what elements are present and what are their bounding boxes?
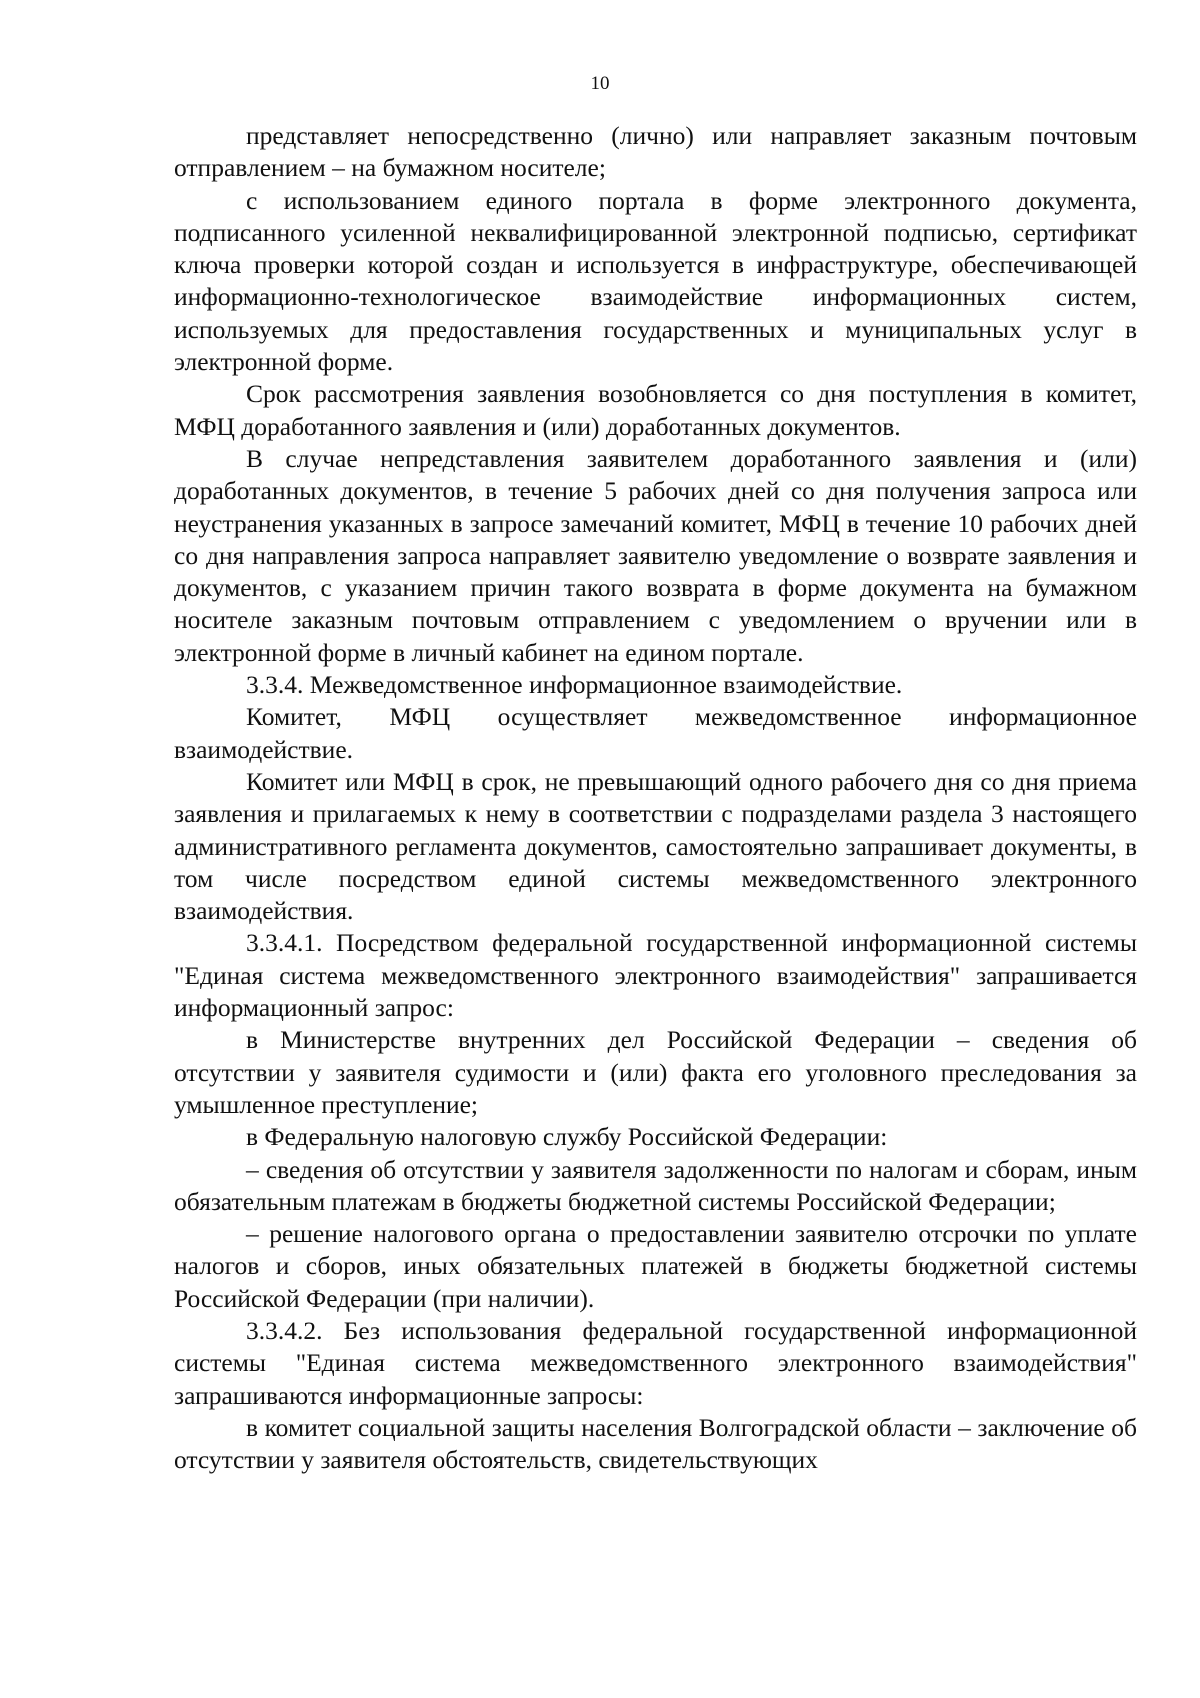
paragraph-submission-paper: представляет непосредственно (лично) или направляет заказным почтовым отправлением – на бумажном носителе;: [174, 121, 1137, 183]
paragraph-submission-portal: с использованием единого портала в форме электронного документа, подписанного усиленной неквалифицированной электронной подписью, сертификат ключа проверки которой создан и используется в инфраструктуре, обеспечивающей информационно-технологическое взаимодействие информационных систем, используемых для предоставления государственных и муниципальных услуг в электронной форме.: [174, 185, 1137, 377]
paragraph-mvd-request: в Министерстве внутренних дел Российской Федерации – сведения об отсутствии у заявителя судимости и (или) факта его уголовного преследования за умышленное преступление;: [174, 1025, 1137, 1119]
paragraph-fns-request: в Федеральную налоговую службу Российской Федерации:: [246, 1122, 888, 1152]
paragraph-request-deadline: Комитет или МФЦ в срок, не превышающий одного рабочего дня со дня приема заявления и прилагаемых к нему в соответствии с подразделами раздела 3 настоящего административного регламента документов, самостоятельно запрашивает документы, в том числе посредством единой системы межведомственного электронного взаимодействия.: [174, 766, 1137, 926]
paragraph-social-protection-request: в комитет социальной защиты населения Волгоградской области – заключение об отсутствии у заявителя обстоятельств, свидетельствующих: [174, 1412, 1137, 1475]
document-body: [174, 120, 1137, 1476]
page-number: 10: [590, 73, 610, 94]
paragraph-interagency-interaction: Комитет, МФЦ осуществляет межведомственное информационное взаимодействие.: [174, 702, 1137, 764]
paragraph-review-resumed: Срок рассмотрения заявления возобновляется со дня поступления в комитет, МФЦ доработанного заявления и (или) доработанных документов.: [174, 379, 1137, 441]
paragraph-return-of-application: В случае непредставления заявителем доработанного заявления и (или) доработанных документов, в течение 5 рабочих дней со дня получения запроса или неустранения указанных в запросе замечаний комитет, МФЦ в течение 10 рабочих дней со дня направления запроса направляет заявителю уведомление о возврате заявления и документов, с указанием причин такого возврата в форме документа на бумажном носителе заказным почтовым отправлением с уведомлением о вручении или в электронной форме в личный кабинет на едином портале.: [174, 443, 1137, 667]
paragraph-tax-debt-info: – сведения об отсутствии у заявителя задолженности по налогам и сборам, иным обязательным платежам в бюджеты бюджетной системы Российской Федерации;: [174, 1154, 1137, 1216]
section-3-3-4-1: 3.3.4.1. Посредством федеральной государственной информационной системы "Единая система межведомственного электронного взаимодействия" запрашивается информационный запрос:: [174, 928, 1137, 1023]
section-3-3-4-2: 3.3.4.2. Без использования федеральной государственной информационной системы "Единая система межведомственного электронного взаимодействия" запрашиваются информационные запросы:: [174, 1315, 1137, 1410]
paragraph-tax-deferral-decision: – решение налогового органа о предоставлении заявителю отсрочки по уплате налогов и сборов, иных обязательных платежей в бюджеты бюджетной системы Российской Федерации (при наличии).: [174, 1219, 1137, 1313]
section-heading-3-3-4: 3.3.4. Межведомственное информационное взаимодействие.: [246, 670, 903, 700]
